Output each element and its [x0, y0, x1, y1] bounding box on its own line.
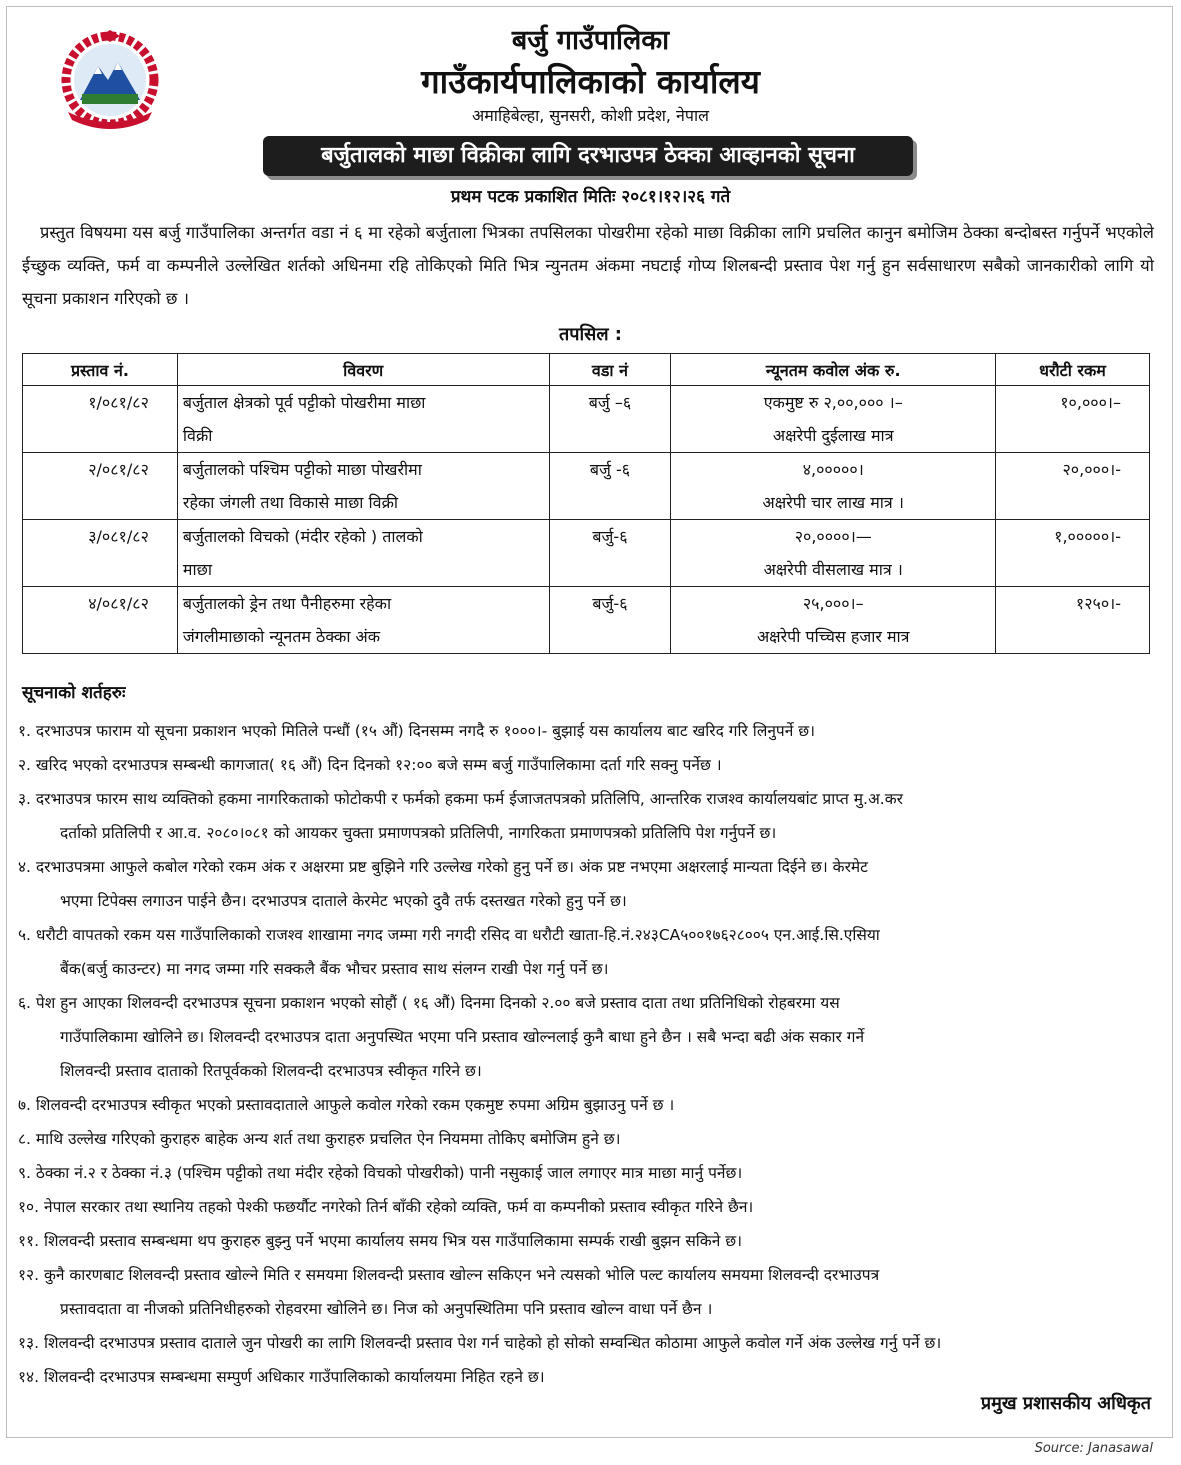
description-line: जंगलीमाछाको न्यूनतम ठेक्का अंक: [182, 627, 381, 646]
description-cell: [177, 453, 549, 520]
term-line: २. खरिद भएको दरभाउपत्र सम्बन्धी कागजात( १६ औं) दिन दिनको १२:०० बजे सम्म बर्जु गाउँपालिकामा दर्ता गरि सक्नु पर्नेछ ।: [18, 756, 722, 774]
term-line: १. दरभाउपत्र फाराम यो सूचना प्रकाशन भएको मितिले पन्धौं (१५ औं) दिनसम्म नगदै रु १०००।- बुझाई यस कार्यालय बाट खरिद गरि लिनुपर्ने छ।: [18, 722, 815, 740]
proposal-no-cell: १/०८१/८२: [23, 386, 178, 453]
source-credit: Source: Janasawal: [1034, 1441, 1153, 1456]
term-line-continued: शिलवन्दी प्रस्ताव दाताको रितपूर्वकको शिलवन्दी दरभाउपत्र स्वीकृत गरिने छ।: [60, 1062, 482, 1080]
min-bid-words: अक्षरेपी दुईलाख मात्र: [772, 426, 894, 445]
term-line-continued: भएमा टिपेक्स लगाउन पाईने छैन। दरभाउपत्र दाताले केरमेट भएको दुवै तर्फ दस्तखत गरेको हुनु पर्ने छ।: [60, 892, 627, 910]
table-row: [23, 520, 1150, 587]
term-line: ५. धरौटी वापतको रकम यस गाउँपालिकाको राजश्व शाखामा नगद जम्मा गरी नगदी रसिद वा धरौटी खाता-हि.नं.२४३CA५००१७६२८००५ एन.आई.सि.एसिया: [18, 926, 880, 944]
office-address: अमाहिबेल्हा, सुनसरी, कोशी प्रदेश, नेपाल: [472, 106, 709, 125]
term-item: [18, 1360, 1152, 1394]
term-item: [18, 1326, 1152, 1360]
description-cell: [177, 520, 549, 587]
term-item: [18, 748, 1152, 782]
table-title: तपसिल :: [559, 324, 622, 345]
min-bid-figure: २५,०००।–: [802, 594, 864, 613]
description-line: विक्री: [182, 426, 213, 445]
col-header-min-bid: न्यूनतम कवोल अंक रु.: [671, 354, 996, 386]
term-item: [18, 918, 1152, 986]
term-line: ११. शिलवन्दी प्रस्ताव सम्बन्धमा थप कुराहरु बुझ्नु पर्ने भएमा कार्यालय समय भित्र यस गाउँपालिकामा सम्पर्क राखी बुझन सकिने छ।: [18, 1232, 742, 1250]
min-bid-words: अक्षरेपी चार लाख मात्र ।: [762, 493, 904, 512]
term-line: ६. पेश हुन आएका शिलवन्दी दरभाउपत्र सूचना प्रकाशन भएको सोहौं ( १६ औं) दिनमा दिनको २.०० बजे प्रस्ताव दाता तथा प्रतिनिधिको रोहबरमा यस: [18, 994, 840, 1012]
min-bid-cell: [671, 587, 996, 654]
term-line-continued: दर्ताको प्रतिलिपी र आ.व. २०८०।०८१ को आयकर चुक्ता प्रमाणपत्रको प्रतिलिपी, नागरिकता प्रमाणपत्रको प्रतिलिपि पेश गर्नुपर्ने छ।: [60, 824, 777, 842]
intro-paragraph: प्रस्तुत विषयमा यस बर्जु गाउँपालिका अन्तर्गत वडा नं ६ मा रहेको बर्जुताला भित्रका तपसिलका पोखरीमा रहेको माछा विक्रीका लागि प्रचलित कानुन बमोजिम ठेक्का बन्दोबस्त गर्नुपर्ने भएकोले ईच्छुक व्यक्ति, फर्म वा कम्पनीले उल्लेखित शर्तको अधिनमा रहि तोकिएको मिति भित्र न्युनतम अंकमा नघटाई गोप्य शिलबन्दी प्रस्ताव पेश गर्नु हुन सर्वसाधारण सबैको जानकारीको लागि यो सूचना प्रकाशन गरिएको छ ।: [22, 223, 1154, 308]
term-item: [18, 1156, 1152, 1190]
min-bid-figure: २०,००००।—: [794, 527, 872, 546]
term-item: [18, 850, 1152, 918]
term-item: [18, 1122, 1152, 1156]
deposit-cell: २०,०००।-: [996, 453, 1150, 520]
signatory-title: प्रमुख प्रशासकीय अधिकृत: [980, 1393, 1151, 1414]
term-line: ३. दरभाउपत्र फारम साथ व्यक्तिको हकमा नागरिकताको फोटोकपी र फर्मको हकमा फर्म ईजाजतपत्रको प्रतिलिपि, आन्तरिक राजश्व कार्यालयबांट प्राप्त मु.अ.कर: [18, 790, 903, 808]
ward-cell: बर्जु-६: [549, 520, 671, 587]
min-bid-words: अक्षरेपी वीसलाख मात्र ।: [763, 560, 903, 579]
term-line: ८. माथि उल्लेख गरिएको कुराहरु बाहेक अन्य शर्त तथा कुराहरु प्रचलित ऐन नियममा तोकिए बमोजिम हुने छ।: [18, 1130, 621, 1148]
table-row: [23, 386, 1150, 453]
description-line: बर्जुताल क्षेत्रको पूर्व पट्टीको पोखरीमा माछा: [182, 393, 426, 412]
term-line: १०. नेपाल सरकार तथा स्थानिय तहको पेश्की फछर्यौट नगरेको तिर्न बाँकी रहेको व्यक्ति, फर्म वा कम्पनीको प्रस्ताव स्वीकृत गरिने छैन।: [18, 1198, 754, 1216]
description-cell: [177, 386, 549, 453]
term-line-continued: प्रस्तावदाता वा नीजको प्रतिनिधीहरुको रोहवरमा खोलिने छ। निज को अनुपस्थितिमा पनि प्रस्ताव खोल्न वाधा पर्ने छैन ।: [60, 1300, 713, 1318]
deposit-cell: १०,०००।–: [996, 386, 1150, 453]
ward-cell: बर्जु –६: [549, 386, 671, 453]
min-bid-cell: [671, 386, 996, 453]
term-item: [18, 782, 1152, 850]
col-header-ward: वडा नं: [549, 354, 671, 386]
term-line-continued: गाउँपालिकामा खोलिने छ। शिलवन्दी दरभाउपत्र दाता अनुपस्थित भएमा पनि प्रस्ताव खोल्नलाई कुनै बाधा हुने छैन । सबै भन्दा बढी अंक सकार गर्ने: [60, 1028, 865, 1046]
deposit-cell: १,०००००।-: [996, 520, 1150, 587]
term-line: १३. शिलवन्दी दरभाउपत्र प्रस्ताव दाताले जुन पोखरी का लागि शिलवन्दी प्रस्ताव पेश गर्न चाहेको हो सोको सम्वन्धित कोठामा आफुले कवोल गर्ने अंक उल्लेख गर्नु पर्ने छ।: [18, 1334, 942, 1352]
terms-list: [18, 714, 1152, 1394]
table-header-row: [23, 354, 1150, 386]
deposit-cell: १२५०।-: [996, 587, 1150, 654]
description-cell: [177, 587, 549, 654]
office-name: गाउँकार्यपालिकाको कार्यालय: [421, 62, 760, 101]
proposal-no-cell: ४/०८१/८२: [23, 587, 178, 654]
bid-details-table: [22, 353, 1150, 654]
ward-cell: बर्जु-६: [549, 587, 671, 654]
term-line-continued: बैंक(बर्जु काउन्टर) मा नगद जम्मा गरि सक्कलै बैंक भौचर प्रस्ताव साथ संलग्न राखी पेश गर्नु पर्ने छ।: [60, 960, 609, 978]
ward-cell: बर्जु -६: [549, 453, 671, 520]
min-bid-figure: ४,०००००।: [802, 460, 864, 479]
proposal-no-cell: ३/०८१/८२: [23, 520, 178, 587]
term-line: १४. शिलवन्दी दरभाउपत्र सम्बन्धमा सम्पुर्ण अधिकार गाउँपालिकाको कार्यालयमा निहित रहने छ।: [18, 1368, 545, 1386]
term-line: १२. कुनै कारणबाट शिलवन्दी प्रस्ताव खोल्ने मिति र समयमा शिलवन्दी प्रस्ताव खोल्न सकिएन भने त्यसको भोलि पल्ट कार्यालय समयमा शिलवन्दी दरभाउपत्र: [18, 1266, 880, 1284]
table-row: [23, 587, 1150, 654]
term-item: [18, 714, 1152, 748]
terms-heading: सूचनाको शर्तहरुः: [22, 683, 126, 703]
table-row: [23, 453, 1150, 520]
first-published-date: प्रथम पटक प्रकाशित मितिः २०८१।१२।२६ गते: [450, 187, 731, 207]
notice-title-banner: बर्जुतालको माछा विक्रीका लागि दरभाउपत्र ठेक्का आव्हानको सूचना: [263, 136, 913, 176]
term-item: [18, 1224, 1152, 1258]
description-line: बर्जुतालको विचको (मंदीर रहेको ) तालको: [182, 527, 423, 546]
term-item: [18, 1258, 1152, 1326]
term-line: ९. ठेक्का नं.२ र ठेक्का नं.३ (पश्चिम पट्टीको तथा मंदीर रहेको विचको पोखरीको) पानी नसुकाई जाल लगाएर मात्र माछा मार्नु पर्नेछ।: [18, 1164, 743, 1182]
min-bid-figure: एकमुष्ट रु २,००,००० ।–: [763, 393, 903, 412]
col-header-deposit: धरौटी रकम: [996, 354, 1150, 386]
proposal-no-cell: २/०८१/८२: [23, 453, 178, 520]
min-bid-cell: [671, 520, 996, 587]
col-header-description: विवरण: [177, 354, 549, 386]
description-line: रहेका जंगली तथा विकासे माछा विक्री: [182, 493, 399, 512]
term-item: [18, 1190, 1152, 1224]
term-item: [18, 986, 1152, 1088]
col-header-proposal-no: प्रस्ताव नं.: [23, 354, 178, 386]
description-line: माछा: [182, 560, 212, 579]
min-bid-words: अक्षरेपी पच्चिस हजार मात्र: [756, 627, 910, 646]
term-item: [18, 1088, 1152, 1122]
municipality-name: बर्जु गाउँपालिका: [511, 25, 670, 56]
description-line: बर्जुतालको ड्रेन तथा पैनीहरुमा रहेका: [182, 594, 392, 613]
min-bid-cell: [671, 453, 996, 520]
term-line: ७. शिलवन्दी दरभाउपत्र स्वीकृत भएको प्रस्तावदाताले आफुले कवोल गरेको रकम एकमुष्ट रुपमा अग्रिम बुझाउनु पर्ने छ ।: [18, 1096, 675, 1114]
description-line: बर्जुतालको पश्चिम पट्टीको माछा पोखरीमा: [182, 460, 422, 479]
term-line: ४. दरभाउपत्रमा आफुले कबोल गरेको रकम अंक र अक्षरमा प्रष्ट बुझिने गरि उल्लेख गरेको हुनु पर्ने छ। अंक प्रष्ट नभएमा अक्षरलाई मान्यता दिईने छ। केरमेट: [18, 858, 868, 876]
